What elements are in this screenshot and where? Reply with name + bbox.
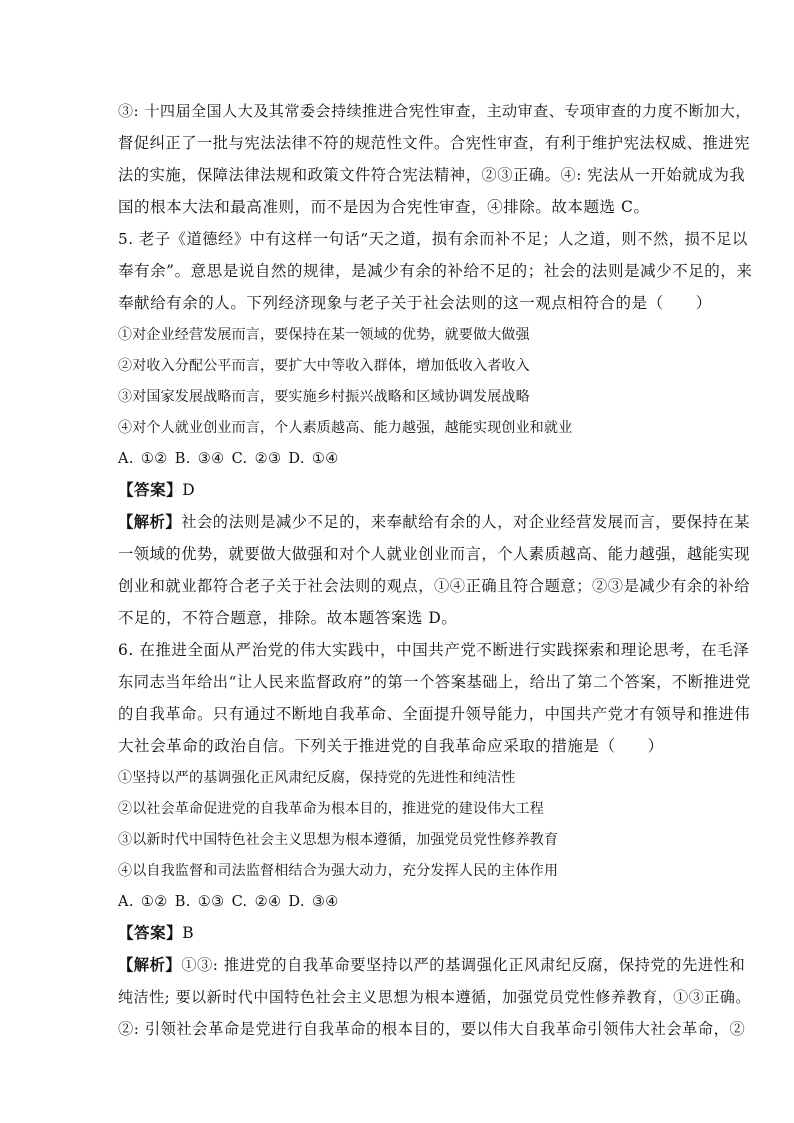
q6-answer-tag: 【答案】 <box>118 923 183 942</box>
q5-option-3: ③对国家发展战略而言，要实施乡村振兴战略和区域协调发展战略 <box>118 389 530 405</box>
q6-stem-line-3: 的自我革命。只有通过不断地自我革命、全面提升领导能力，中国共产党才有领导和推进伟 <box>118 705 750 723</box>
q6-choices: A. ①② B. ①③ C. ②④ D. ③④ <box>118 894 339 910</box>
q6-analysis-line-2: 纯洁性; 要以新时代中国特色社会主义思想为根本遵循，加强党员党性修养教育，①③正确。 <box>118 988 751 1006</box>
q5-stem-line-2: 奉有余”。意思是说自然的规律，是减少有余的补给不足的；社会的法则是减少不足的，来 <box>118 262 753 280</box>
q6-stem-line-4: 大社会革命的政治自信。下列关于推进党的自我革命应采取的措施是（ ） <box>118 737 664 755</box>
q6-analysis-line-1 <box>118 955 745 975</box>
q6-answer-line <box>118 923 194 943</box>
q5-analysis-tag: 【解析】 <box>118 513 182 531</box>
q5-analysis-line-3: 创业和就业都符合老子关于社会法则的观点，①④正确且符合题意；②③是减少有余的补给 <box>118 577 750 595</box>
q5-answer-value: D <box>182 481 196 499</box>
analysis-q4-line-2: 督促纠正了一批与宪法法律不符的规范性文件。合宪性审查，有利于维护宪法权威、推进宪 <box>118 134 750 152</box>
q5-analysis-line-1 <box>118 512 750 532</box>
q5-analysis-text: 社会的法则是减少不足的，来奉献给有余的人，对企业经营发展而言，要保持在某 <box>181 513 751 531</box>
analysis-q4-line-4: 国的根本大法和最高准则，而不是因为合宪性审查，④排除。故本题选 C。 <box>118 198 650 216</box>
q5-analysis-line-2: 一领域的优势，就要做大做强和对个人就业创业而言，个人素质越高、能力越强，越能实现 <box>118 545 750 563</box>
q6-analysis-tag: 【解析】 <box>118 956 182 974</box>
q6-option-2: ②以社会革命促进党的自我革命为根本目的，推进党的建设伟大工程 <box>118 801 544 817</box>
q5-analysis-line-4: 不足的，不符合题意，排除。故本题答案选 D。 <box>118 609 458 627</box>
q6-stem-line-2: 东同志当年给出“让人民来监督政府”的第一个答案基础上，给出了第二个答案，不断推进党 <box>118 673 751 691</box>
q5-stem-line-1: 5. 老子《道德经》中有这样一句话“天之道，损有余而补不足；人之道，则不然，损不足以 <box>118 230 748 248</box>
q5-answer-tag: 【答案】 <box>118 480 183 499</box>
q6-option-1: ①坚持以严的基调强化正风肃纪反腐，保持党的先进性和纯洁性 <box>118 770 516 786</box>
q5-option-2: ②对收入分配公平而言，要扩大中等收入群体，增加低收入者收入 <box>118 358 530 374</box>
q6-stem-line-1: 6. 在推进全面从严治党的伟大实践中，中国共产党不断进行实践探索和理论思考，在毛泽 <box>118 641 750 659</box>
q5-answer-line <box>118 480 195 500</box>
q6-answer-value: B <box>182 924 195 942</box>
q6-analysis-text: ①③: 推进党的自我革命要坚持以严的基调强化正风肃纪反腐，保持党的先进性和 <box>181 956 746 974</box>
q6-option-3: ③以新时代中国特色社会主义思想为根本遵循，加强党员党性修养教育 <box>118 832 559 848</box>
q5-option-4: ④对个人就业创业而言，个人素质越高、能力越强，越能实现创业和就业 <box>118 420 573 436</box>
q6-analysis-line-3: ②: 引领社会革命是党进行自我革命的根本目的，要以伟大自我革命引领伟大社会革命，② <box>118 1020 746 1038</box>
q5-stem-line-3: 奉献给有余的人。下列经济现象与老子关于社会法则的这一观点相符合的是（ ） <box>118 294 712 312</box>
analysis-q4-line-3: 法的实施，保障法律法规和政策文件符合宪法精神，②③正确。④: 宪法从一开始就成为我 <box>118 166 746 184</box>
q5-choices: A. ①② B. ③④ C. ②③ D. ①④ <box>118 451 339 467</box>
q6-option-4: ④以自我监督和司法监督相结合为强大动力，充分发挥人民的主体作用 <box>118 863 559 879</box>
q5-option-1: ①对企业经营发展而言，要保持在某一领域的优势，就要做大做强 <box>118 327 530 343</box>
analysis-q4-line-1: ③: 十四届全国人大及其常委会持续推进合宪性审查，主动审查、专项审查的力度不断加大， <box>118 102 751 120</box>
